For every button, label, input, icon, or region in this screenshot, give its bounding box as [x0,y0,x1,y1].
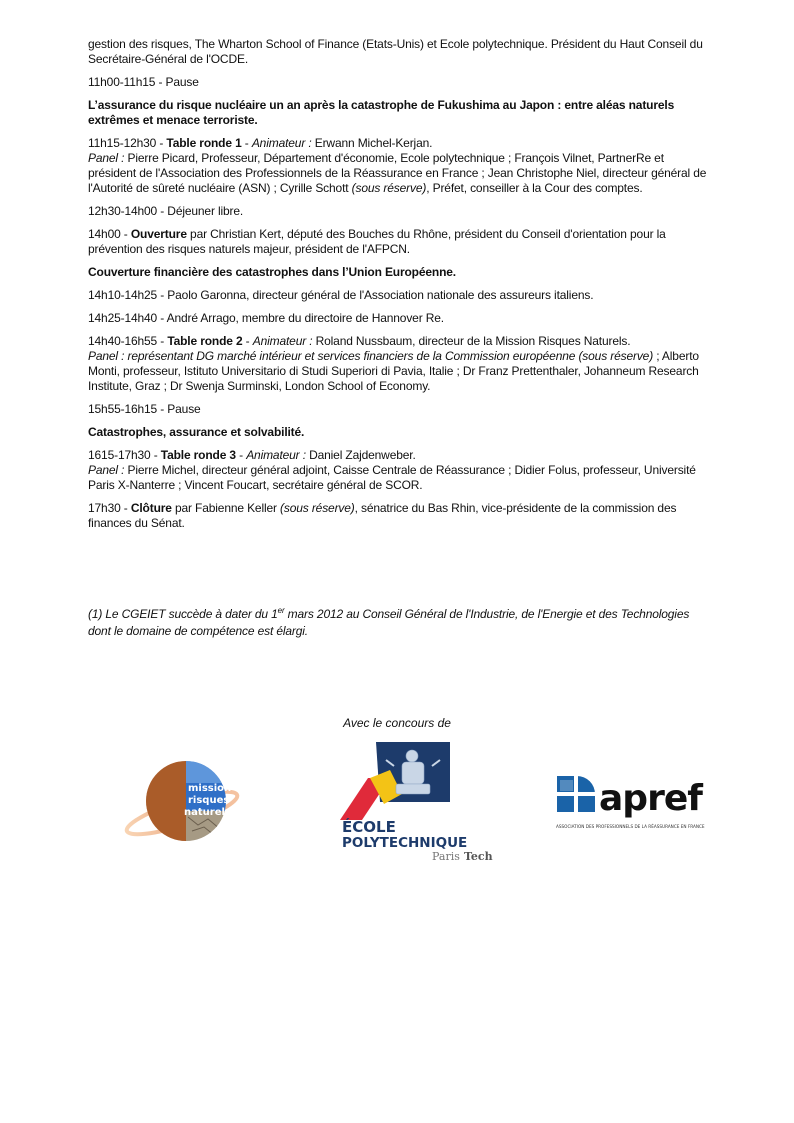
intro-continuation: gestion des risques, The Wharton School of Finance (Etats-Unis) et Ecole polytechnique. Président du Haut Conseil du Secrétaire-Général de l'OCDE. [88,37,703,66]
table1-title: Table ronde 1 [166,136,242,150]
footnote-text-end: mars 2012 au Conseil Général de l'Industrie, de l'Energie et des Technologies dont le domaine de compétence est élargi. [88,607,690,638]
apref-logo [555,772,705,834]
table1-animateur-label: Animateur : [251,136,312,150]
table1-panel-end: , Préfet, conseiller à la Cour des comptes. [426,181,643,195]
logo-text: naturels [184,807,231,818]
sponsors-heading: Avec le concours de [343,716,451,730]
table3-animateur-label: Animateur : [246,448,306,462]
table1-panel-label: Panel : [88,151,125,165]
section-title-nuclear: L’assurance du risque nucléaire un an après la catastrophe de Fukushima au Japon : entre aléas naturels extrêmes et menace terroriste. [88,98,675,127]
table-ronde-2 [88,334,708,394]
table2-time: 14h40-16h55 - [88,334,168,348]
logo-tagline: ASSOCIATION DES PROFESSIONNELS DE LA RÉASSURANCE EN FRANCE [556,824,705,829]
closing-text-end: , sénatrice du Bas Rhin, vice-présidente de la commission des finances du Sénat. [88,501,677,530]
table2-title: Table ronde 2 [167,334,243,348]
closing-reserve: (sous réserve) [280,501,355,515]
table3-panel-label: Panel : [88,463,125,477]
program-body [88,37,708,539]
table2-panel-italic: Panel : représentant DG marché intérieur et services financiers de la Commission européenne (sous réserve) [88,349,654,363]
table2-panel: ; Alberto Monti, professeur, Istituto Universitario di Studi Superiori di Pavia, Italie ; Dr Franz Prettenthaler, Johanneum Research Institute, Graz ; Dr Swenja Surminski, London School of Economy. [88,349,699,393]
opening-time: 14h00 - [88,227,131,241]
opening-label: Ouverture [130,227,187,241]
footnote [88,606,708,640]
closing-label: Clôture [130,501,172,515]
section-title-solvency: Catastrophes, assurance et solvabilité. [88,425,305,439]
table-ronde-3 [88,448,708,493]
closing-text: par Fabienne Keller [171,501,281,515]
pause-2: 15h55-16h15 - Pause [88,402,201,416]
closing-time: 17h30 - [88,501,131,515]
logo-text: ÉCOLE [342,818,396,836]
table2-animateur-label: Animateur : [252,334,313,348]
talk-arrago: 14h25-14h40 - André Arrago, membre du directoire de Hannover Re. [88,311,444,325]
table1-animateur: Erwann Michel-Kerjan. [311,136,433,150]
table1-reserve: (sous réserve) [351,181,427,195]
table3-panel: Pierre Michel, directeur général adjoint, Caisse Centrale de Réassurance ; Didier Folus, professeur, Université Paris X-Nanterre ; Vincent Foucart, secrétaire général de SCOR. [88,463,696,492]
pause-1: 11h00-11h15 - Pause [88,75,199,89]
lunch: 12h30-14h00 - Déjeuner libre. [88,204,244,218]
separator: - [235,448,247,462]
talk-garonna: 14h10-14h25 - Paolo Garonna, directeur général de l'Association nationale des assureurs italiens. [88,288,594,302]
table3-title: Table ronde 3 [160,448,236,462]
logo-text: Tech [464,850,493,863]
logo-text: POLYTECHNIQUE [342,835,468,851]
table1-time: 11h15-12h30 - [88,136,167,150]
logo-text: Paris [432,850,460,863]
opening-text: par Christian Kert, député des Bouches du Rhône, président du Conseil d'orientation pour la prévention des risques naturels majeur, président de l'AFPCN. [88,227,666,256]
footnote-superscript: er [277,606,285,615]
table-ronde-1 [88,136,708,196]
separator: - [242,334,253,348]
footnote-text: (1) Le CGEIET succède à dater du 1 [88,607,278,621]
table3-animateur: Daniel Zajdenweber. [305,448,416,462]
separator: - [241,136,252,150]
logo-text: mission [188,783,232,794]
closing [88,501,708,531]
logo-text: apref [599,778,702,819]
ecole-polytechnique-logo [340,742,500,864]
table2-animateur: Roland Nussbaum, directeur de la Mission Risques Naturels. [312,334,631,348]
logo-text: risques [188,795,230,806]
table1-panel: Pierre Picard, Professeur, Département d'économie, Ecole polytechnique ; François Vilnet, PartnerRe et président de l'Association des Professionnels de la Réassurance en France ; Jean Christophe Niel, directeur général de l'Autorité de sûreté nucléaire (ASN) ; Cyrille Schott [88,151,707,195]
table3-time: 1615-17h30 - [88,448,161,462]
opening [88,227,708,257]
mission-risques-naturels-logo [122,757,242,843]
section-title-eu: Couverture financière des catastrophes dans l’Union Européenne. [88,265,456,279]
